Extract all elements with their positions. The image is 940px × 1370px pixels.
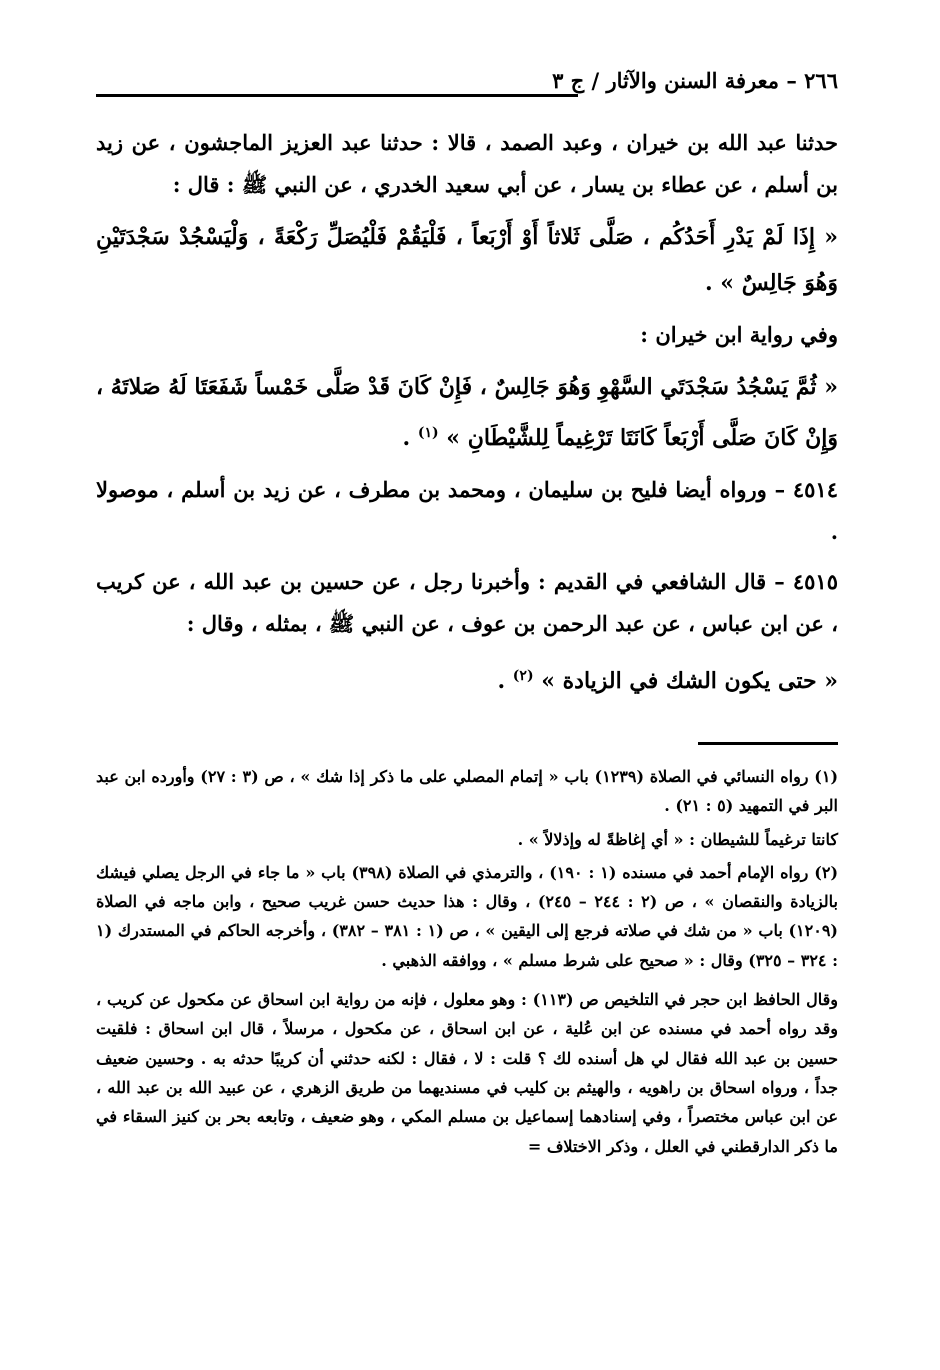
footnote-ref-2: (٢) bbox=[512, 668, 534, 684]
footnote-ref-1: (١) bbox=[417, 425, 439, 441]
hadith-text-2 bbox=[96, 364, 838, 461]
isnad-paragraph: حدثنا عبد الله بن خيران ، وعبد الصمد ، قالا : حدثنا عبد العزيز الماجشون ، عن زيد بن أسلم ، عن عطاء بن يسار ، عن أبي سعيد الخدري ، عن النبي ﷺ : قال : bbox=[96, 130, 838, 197]
footnote-separator bbox=[698, 742, 838, 745]
hadith-text-2-body: « ثُمَّ يَسْجُدُ سَجْدَتَي السَّهْوِ وَهُوَ جَالِسٌ ، فَإِنْ كَانَ قَدْ صَلَّى خَمْساً شَفَعَتَا لَهُ صَلاتَهُ ، وَإِنْ كَانَ صَلَّى أَرْبَعاً كَانَتَا تَرْغِيماً لِلشَّيْطَانِ » bbox=[96, 374, 838, 451]
hadith-text-1: « إِذَا لَمْ يَدْرِ أَحَدُكُم ، صَلَّى ثَلاثاً أَوْ أَرْبَعاً ، فَلْيَقُمْ فَلْيُصَلِّ رَكْعَةً ، وَلْيَسْجُدْ سَجْدَتَيْنِ وَهُوَ جَالِسٌ » . bbox=[96, 224, 838, 296]
footnote-1: (١) رواه النسائي في الصلاة (١٢٣٩) باب « إتمام المصلي على ما ذكر إذا شك » ، ص (٣ : ٢٧) وأورده ابن عبد البر في التمهيد (٥ : ٢١) . bbox=[96, 767, 839, 816]
hadith-text-3-body: « حتى يكون الشك في الزيادة » bbox=[541, 668, 838, 694]
footnotes bbox=[96, 762, 838, 1165]
footnote-2: (٢) رواه الإمام أحمد في مسنده (١ : ١٩٠) ، والترمذي في الصلاة (٣٩٨) باب « ما جاء في الرجل يصلي فيشك بالزيادة والنقصان » ، ص (٢ : ٢٤٤ – ٢٤٥) ، وقال : هذا حديث حسن غريب صحيح ، وابن ماجه في الصلاة (١٢٠٩) باب « من شك في صلاته فرجع إلى اليقين » ، ص (١ : ٣٨١ – ٣٨٢) ، وأخرجه الحاكم في المستدرك (١ : ٣٢٤ – ٣٢٥) وقال : « صحيح على شرط مسلم » ، ووافقه الذهبي . bbox=[96, 862, 839, 970]
hadith-text-2-end: . bbox=[402, 425, 418, 451]
page-header bbox=[96, 68, 838, 104]
footnote-2-continued: وقال الحافظ ابن حجر في التلخيص ص (١١٣) : وهو معلول ، فإنه من رواية ابن اسحاق عن مكحول عن كريب ، وقد رواه أحمد في مسنده عن ابن عُلية ، عن ابن اسحاق ، عن مكحول ، مرسلاً ، قال ابن اسحاق : فلقيت حسين بن عبد الله فقال لي هل أسنده لك ؟ قلت : لا ، فقال : لكنه حدثني أن كريبًا حدثه به . وحسين ضعيف جداً ، ورواه اسحاق بن راهويه ، والهيثم بن كليب في مسنديهما من طريق الزهري ، عن عبيد الله بن عبد الله ، عن ابن عباس مختصراً ، وفي إسنادهما إسماعيل بن مسلم المكي ، وهو ضعيف ، وتابعه بحر بن كنيز السقاء في ما ذكر الدارقطني في العلل ، وذكر الاختلاف = bbox=[96, 990, 838, 1156]
footnote-1-gloss: كانتا ترغيماً للشيطان : « أي إغاظةً له وإذلالاً » . bbox=[517, 829, 838, 849]
hadith-text-3-end: . bbox=[497, 668, 513, 694]
main-text bbox=[96, 122, 838, 712]
running-header-title: ٢٦٦ – معرفة السنن والآثار / ج ٣ bbox=[552, 68, 838, 93]
entry-4514: ٤٥١٤ – ورواه أيضا فليح بن سليمان ، ومحمد بن مطرف ، عن زيد بن أسلم ، موصولا . bbox=[96, 477, 838, 544]
narration-note: وفي رواية ابن خيران : bbox=[640, 322, 838, 347]
hadith-text-3 bbox=[96, 653, 838, 704]
header-rule bbox=[96, 94, 578, 97]
entry-4515: ٤٥١٥ – قال الشافعي في القديم : وأخبرنا رجل ، عن حسين بن عبد الله ، عن كريب ، عن ابن عباس ، عن عبد الرحمن بن عوف ، عن النبي ﷺ ، بمثله ، وقال : bbox=[96, 569, 838, 636]
